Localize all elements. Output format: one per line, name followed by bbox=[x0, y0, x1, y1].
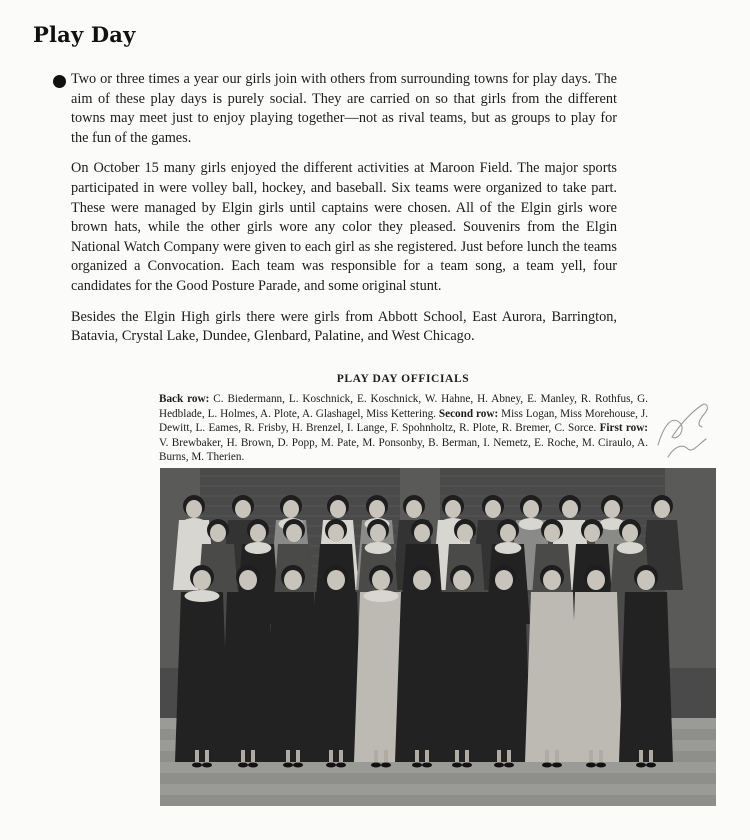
photo-caption bbox=[159, 392, 648, 465]
first-row-label: First row: bbox=[599, 422, 648, 435]
article-body bbox=[71, 70, 617, 358]
paragraph-october: On October 15 many girls enjoyed the different activities at Maroon Field. The major sports participated in were volley ball, hockey, and baseball. Six teams were organized to take part. These were managed by Elgin girls until captains were chosen. All of the Elgin girls wore brown hats, while the other girls wore any color they pleased. Souvenirs from the Elgin National Watch Company were given to each girl as she registered. Just before lunch the teams organized a Convocation. Each team was responsible for a team song, a team yell, four candidates for the Good Posture Parade, and some original stunt. bbox=[71, 160, 617, 294]
back-row-names: C. Biedermann, L. Koschnick, E. Koschnick, W. Hahne, H. Abney, E. Manley, R. Rothfus, G. Hedblade, L. Holmes, A. Plote, A. Glashagel, Miss Kettering. bbox=[159, 393, 649, 420]
page-title: Play Day bbox=[33, 22, 136, 47]
group-photo bbox=[160, 468, 716, 806]
handwritten-signature bbox=[650, 385, 720, 465]
first-row-names: V. Brewbaker, H. Brown, D. Popp, M. Pate, M. Ponsonby, B. Berman, I. Nemetz, E. Roche, M. Ciraulo, A. Burns, M. Therien. bbox=[159, 436, 648, 464]
officials-heading: PLAY DAY OFFICIALS bbox=[336, 373, 470, 385]
group-photo-image bbox=[160, 468, 716, 806]
paragraph-schools: Besides the Elgin High girls there were girls from Abbott School, East Aurora, Barrington, Batavia, Crystal Lake, Dundee, Glenbard, Palatine, and West Chicago. bbox=[71, 308, 617, 345]
paragraph-intro: Two or three times a year our girls join with others from surrounding towns for play days. The aim of these play days is purely social. They are carried on so that girls from the different towns may meet just to enjoy playing together—not as rival teams, but as groups to play for the fun of the games. bbox=[71, 71, 617, 146]
bullet-icon bbox=[53, 75, 66, 88]
second-row-label: Second row: bbox=[438, 407, 499, 420]
back-row-label: Back row: bbox=[159, 393, 210, 405]
second-row-names: Miss Logan, Miss Morehouse, J. Dewitt, L. Eames, R. Frisby, H. Brenzel, I. Lange, F. Spohnholtz, R. Plote, R. Bremer, C. Sorce. bbox=[159, 407, 649, 435]
